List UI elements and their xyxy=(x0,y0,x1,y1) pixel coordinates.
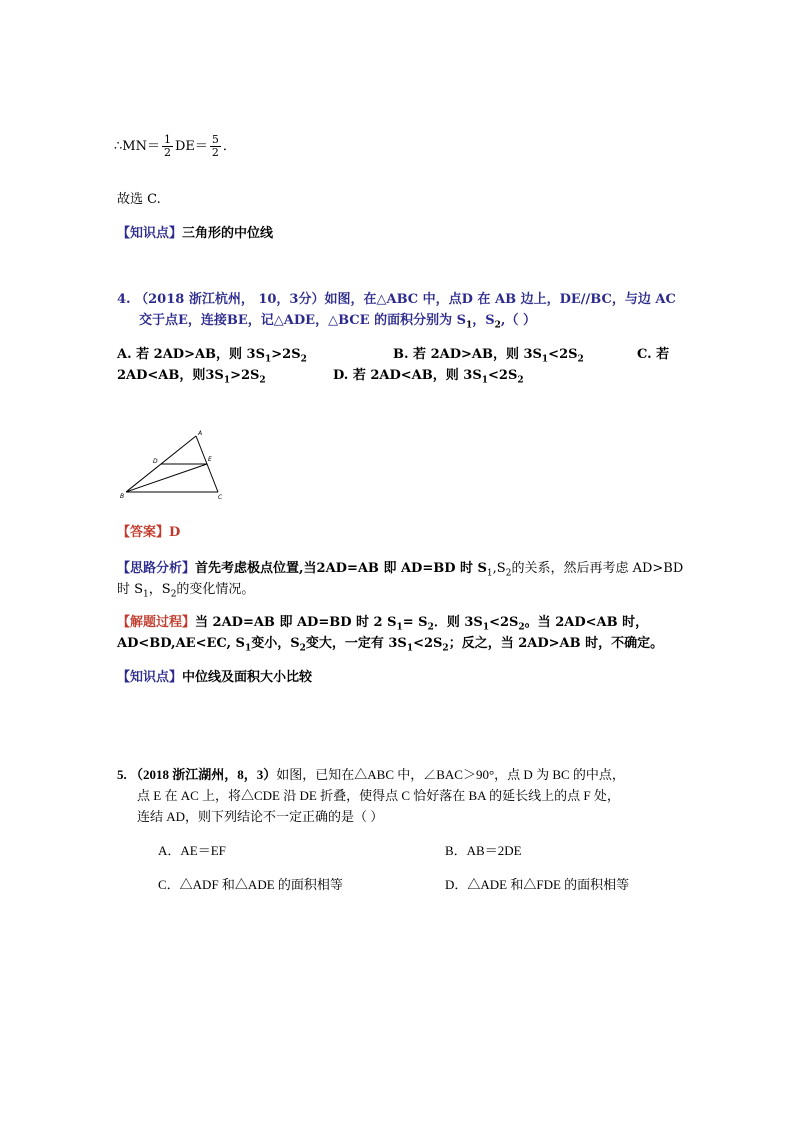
segment-be xyxy=(126,464,207,492)
q5-option-c: C．△ADF 和△ADE 的面积相等 xyxy=(158,877,343,892)
subscript: 2 xyxy=(259,375,266,386)
subscript: 2 xyxy=(517,375,524,386)
q4-source: （2018 浙江杭州， 10，3分） xyxy=(135,292,325,307)
subscript: 2 xyxy=(170,589,177,600)
subscript: 1 xyxy=(541,354,549,365)
q4-option-d xyxy=(333,364,524,386)
q4-option-c-line2 xyxy=(117,364,266,386)
analysis-text: 的变化情况。 xyxy=(176,582,255,597)
kp-text: 三角形的中位线 xyxy=(182,226,274,241)
subscript: 2 xyxy=(505,568,512,579)
process-text: 。当 2AD<AB 时， xyxy=(524,615,649,630)
subscript: 2 xyxy=(299,643,306,654)
process-text: 当 2AD=AB 即 AD=BD 时 2 S xyxy=(195,615,397,630)
subscript: 2 xyxy=(494,320,501,331)
kp-tag: 【知识点】 xyxy=(117,670,183,685)
q4-stem-part: ，S xyxy=(472,313,495,328)
q5-number: 5. xyxy=(117,767,127,782)
subscript: 1 xyxy=(244,643,252,654)
q4-stem-part: ,（ ） xyxy=(500,313,536,328)
q5-stem-line2: 点 E 在 AC 上，将△CDE 沿 DE 折叠，使得点 C 恰好落在 BA 的延长线上的点 F 处， xyxy=(137,788,620,803)
kp-text: 中位线及面积大小比较 xyxy=(182,670,313,685)
triangle-figure xyxy=(112,428,228,500)
process-text: ；反之，当 2AD>AB 时，不确定。 xyxy=(448,636,664,651)
option-text: 2AD<AB，则3S xyxy=(117,368,224,383)
subscript: 2 xyxy=(442,643,449,654)
subscript: 1 xyxy=(265,354,272,365)
subscript: 1 xyxy=(406,643,414,654)
solution-formula xyxy=(114,134,236,159)
label-c: C xyxy=(218,494,223,500)
option-text: <2S xyxy=(488,368,518,383)
q4-analysis-line1 xyxy=(117,557,683,579)
process-text: <2S xyxy=(489,615,519,630)
option-text: <2S xyxy=(548,347,578,362)
label-a: A xyxy=(198,430,203,437)
subscript: 1 xyxy=(482,622,490,633)
subscript: 1 xyxy=(466,320,473,331)
option-text: >2S xyxy=(271,347,301,362)
subscript: 1 xyxy=(223,375,231,386)
fraction-denominator: 2 xyxy=(163,146,171,159)
analysis-text: 的关系，然后再考虑 AD>BD xyxy=(511,561,684,576)
q4-process-line2 xyxy=(117,632,663,654)
kp-tag: 【知识点】 xyxy=(117,226,183,241)
q5-source: （2018 浙江湖州，8，3） xyxy=(130,767,277,782)
subscript: 1 xyxy=(143,589,149,600)
option-text: >2S xyxy=(230,368,260,383)
fraction-half xyxy=(162,134,173,159)
process-text: <2S xyxy=(413,636,443,651)
q4-process-line1 xyxy=(117,611,648,633)
q4-option-b xyxy=(393,343,584,365)
q5-option-d: D．△ADE 和△FDE 的面积相等 xyxy=(445,877,630,892)
knowledge-point-4 xyxy=(117,666,312,685)
formula-mid: DE＝ xyxy=(174,139,208,154)
option-text: D. 若 2AD<AB，则 3S xyxy=(333,368,482,383)
q4-stem-text: 如图，在△ABC 中，点D 在 AB 边上，DE//BC，与边 AC xyxy=(324,292,676,307)
answer-text: D xyxy=(169,525,181,540)
fraction-five-halves xyxy=(210,134,221,159)
q5-stem-line3: 连结 AD，则下列结论不一定正确的是（ ） xyxy=(137,809,384,824)
formula-suffix: ． xyxy=(222,139,236,154)
q5-option-b: B．AB＝2DE xyxy=(445,843,522,858)
process-text: 变大，一定有 3S xyxy=(305,636,407,651)
q4-stem-line2 xyxy=(139,309,536,331)
analysis-text: ,S xyxy=(492,561,506,576)
label-b: B xyxy=(120,493,125,500)
subscript: 2 xyxy=(577,354,584,365)
subscript: 1 xyxy=(486,568,493,579)
analysis-text: 时 S xyxy=(117,582,144,597)
fraction-numerator: 5 xyxy=(211,133,219,146)
process-text: ．则 3S xyxy=(433,615,483,630)
subscript: 1 xyxy=(481,375,488,386)
subscript: 2 xyxy=(518,622,525,633)
process-text: AD<BD,AE<EC, S xyxy=(117,636,245,651)
subscript: 2 xyxy=(300,354,307,365)
q4-answer xyxy=(117,521,180,540)
answer-tag: 【答案】 xyxy=(117,525,170,540)
q5-option-a: A．AE＝EF xyxy=(158,843,226,858)
analysis-tag: 【思路分析】 xyxy=(117,561,196,576)
q4-number: 4. xyxy=(117,292,131,307)
process-tag: 【解题过程】 xyxy=(117,615,196,630)
process-text: 变小，S xyxy=(251,636,300,651)
q5-stem-text: 如图，已知在△ABC 中，∠BAC＞90°，点 D 为 BC 的中点， xyxy=(276,767,625,782)
q4-option-c-line1: C. 若 xyxy=(637,347,670,362)
q5-stem-line1 xyxy=(117,764,625,783)
q4-option-a xyxy=(117,343,307,365)
option-text: B. 若 2AD>AB，则 3S xyxy=(393,347,542,362)
option-text: A. 若 2AD>AB，则 3S xyxy=(117,347,265,362)
subscript: 2 xyxy=(427,622,434,633)
fraction-numerator: 1 xyxy=(163,133,171,146)
process-text: = S xyxy=(402,615,428,630)
q4-analysis-line2 xyxy=(117,578,254,600)
fraction-denominator: 2 xyxy=(211,146,219,159)
analysis-text: ，S xyxy=(148,582,171,597)
analysis-text: 首先考虑极点位置,当2AD=AB 即 AD=BD 时 S xyxy=(195,561,487,576)
label-e: E xyxy=(208,456,212,463)
label-d: D xyxy=(153,458,158,465)
solution-conclusion: 故选 C. xyxy=(117,192,161,207)
q4-stem-part: 交于点E，连接BE，记△ADE，△BCE 的面积分别为 S xyxy=(139,313,466,328)
q4-stem-line1 xyxy=(117,288,676,307)
formula-prefix: ∴MN＝ xyxy=(114,139,160,154)
knowledge-point-3 xyxy=(117,222,273,241)
subscript: 1 xyxy=(396,622,403,633)
